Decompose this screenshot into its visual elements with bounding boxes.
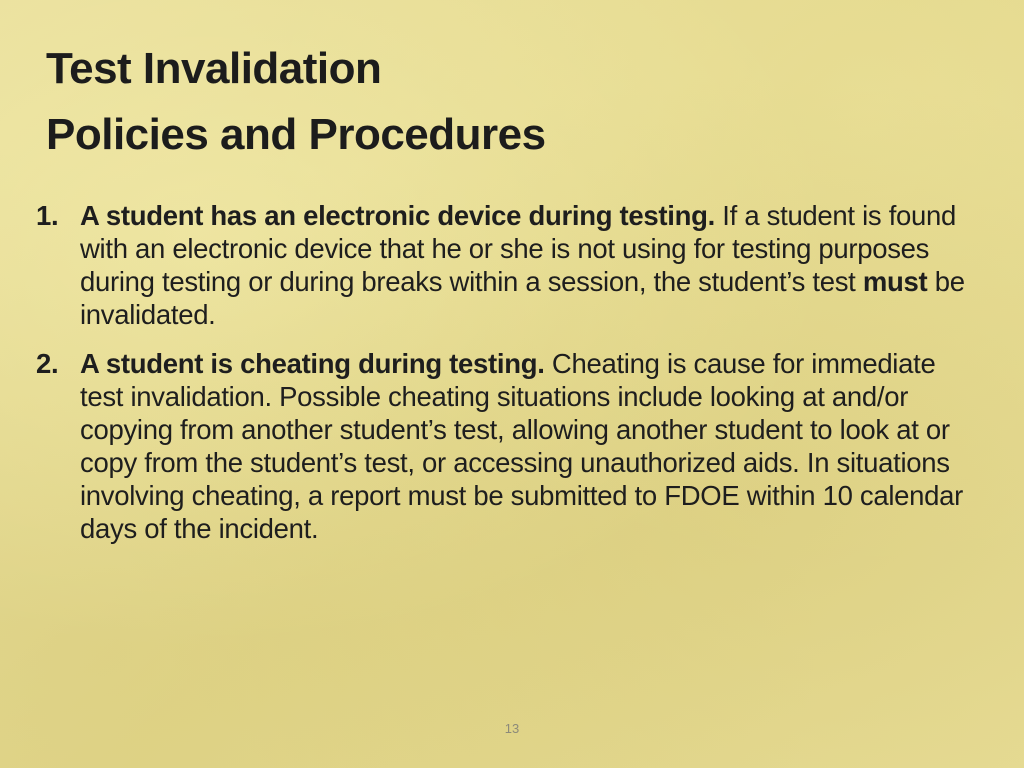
item-number: 2. — [36, 348, 59, 379]
item-heading: A student has an electronic device during testing. — [80, 200, 715, 231]
policy-item-electronic-device — [0, 199, 1024, 331]
item-number: 1. — [36, 200, 59, 231]
slide-title-line-2: Policies and Procedures — [46, 110, 546, 159]
item-emphasis: must — [862, 266, 928, 297]
slide-title-line-1: Test Invalidation — [46, 44, 382, 93]
policy-item-cheating — [0, 347, 1024, 545]
item-body-text: Cheating is cause for immediate test invalidation. Possible cheating situations include looking at and/or copying from another student’s test, allowing another student to look at or copy from the student’s test, or accessing unauthorized aids. In situations involving cheating, a report must be submitted to FDOE within 10 calendar days of the incident. — [80, 348, 964, 544]
item-heading: A student is cheating during testing. — [80, 348, 545, 379]
item-body-text: If a student is found with an electronic device that he or she is not using for testing purposes during testing or during breaks within a session, the student’s test — [80, 200, 957, 297]
page-number: 13 — [504, 721, 520, 736]
policy-list — [0, 199, 1024, 545]
item-body-text-end: be invalidated. — [80, 266, 965, 330]
slide-title — [46, 36, 986, 168]
